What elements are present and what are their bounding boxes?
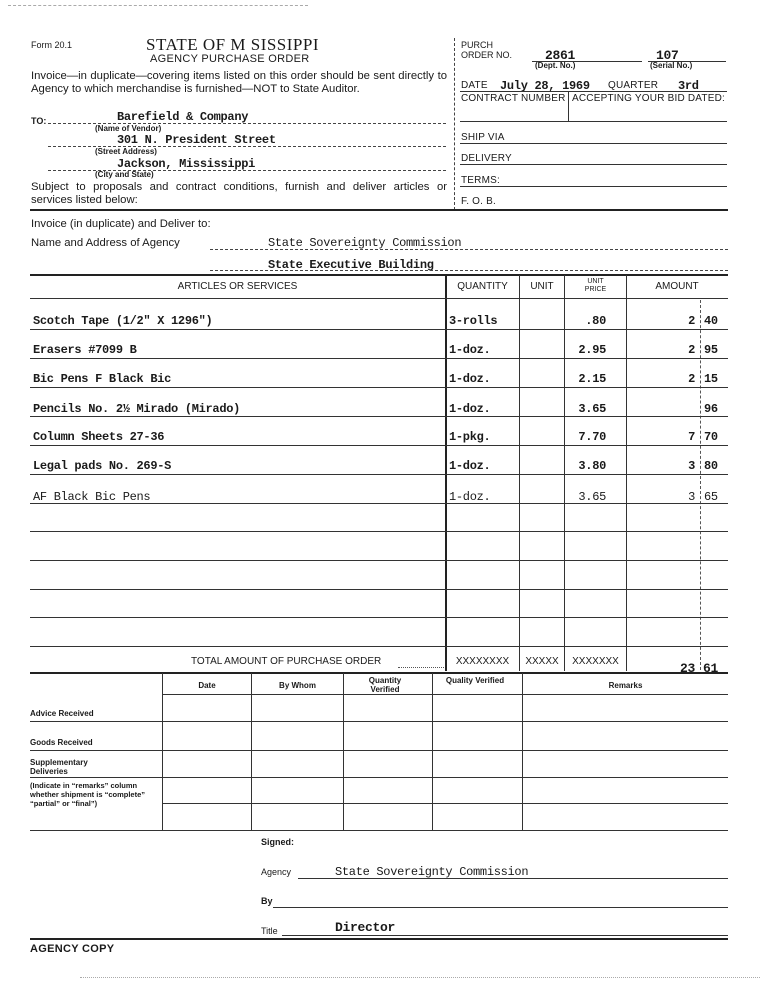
item-cents[interactable]: 65	[704, 490, 718, 504]
header-divider	[454, 38, 455, 210]
recv-header-by-whom: By Whom	[279, 681, 316, 690]
accepting-bid-label: ACCEPTING YOUR BID DATED:	[572, 93, 725, 104]
vendor-city-caption: (City and State)	[95, 170, 154, 179]
total-dollars[interactable]: 23	[679, 661, 695, 676]
terms-line	[460, 186, 727, 187]
contract-number-label: CONTRACT NUMBER	[461, 93, 566, 104]
vendor-city[interactable]: Jackson, Mississippi	[117, 157, 256, 171]
item-unit-price[interactable]: 7.70	[578, 430, 606, 444]
recv-header-line	[162, 694, 728, 695]
agency-address-value[interactable]: State Executive Building	[268, 258, 434, 272]
header-unit-price-line2: PRICE	[584, 286, 607, 293]
sig-agency-line	[298, 878, 728, 879]
recv-row-supplementary-deliveries: Supplementary Deliveries	[30, 758, 88, 776]
header-quantity: QUANTITY	[457, 281, 508, 292]
date-label: DATE	[461, 80, 488, 91]
item-article[interactable]: AF Black Bic Pens	[33, 490, 151, 504]
item-article[interactable]: Bic Pens F Black Bic	[33, 372, 172, 386]
item-dollars[interactable]: 2	[688, 314, 695, 328]
col-divider-articles	[445, 275, 447, 671]
item-cents[interactable]: 70	[704, 430, 718, 444]
perforation-line	[80, 977, 760, 978]
recv-col-line	[162, 673, 163, 830]
fob-label: F. O. B.	[461, 196, 496, 207]
item-article[interactable]: Legal pads No. 269-S	[33, 459, 172, 473]
item-quantity[interactable]: 1-doz.	[449, 459, 491, 473]
row-line	[30, 445, 728, 446]
recv-header-date: Date	[198, 681, 216, 690]
sig-title-label: Title	[261, 926, 278, 936]
recv-row-line	[30, 777, 728, 778]
po-label-line1: PURCH	[461, 40, 494, 50]
vendor-street-caption: (Street Address)	[95, 147, 157, 156]
total-price-fill: XXXXXXX	[572, 656, 619, 667]
header-amount: AMOUNT	[655, 281, 699, 292]
row-line	[30, 416, 728, 417]
sig-agency-label: Agency	[261, 867, 292, 877]
item-dollars[interactable]: 3	[688, 490, 695, 504]
row-line	[30, 617, 728, 618]
row-line	[30, 387, 728, 388]
recv-col-line	[432, 673, 433, 830]
item-article[interactable]: Erasers #7099 B	[33, 343, 137, 357]
total-quantity-fill: XXXXXXXX	[455, 656, 510, 667]
contract-line	[460, 121, 727, 122]
recv-row-line	[30, 750, 728, 751]
vendor-name[interactable]: Barefield & Company	[117, 110, 249, 124]
delivery-label: DELIVERY	[461, 153, 512, 164]
recv-row-goods-received: Goods Received	[30, 738, 93, 747]
signed-label: Signed:	[261, 837, 294, 847]
sig-by-line	[273, 907, 728, 908]
recv-col-line	[343, 673, 344, 830]
agency-copy-label: AGENCY COPY	[30, 943, 115, 955]
to-label: TO:	[31, 116, 47, 126]
recv-row-line	[30, 830, 728, 831]
recv-header-quality-verified: Quality Verified	[445, 676, 505, 685]
item-unit-price[interactable]: 2.95	[578, 343, 606, 357]
item-dollars[interactable]: 2	[688, 343, 695, 357]
vendor-name-caption: (Name of Vendor)	[95, 124, 162, 133]
dept-no-caption: (Dept. No.)	[535, 61, 576, 70]
po-label	[461, 40, 512, 60]
item-dollars[interactable]: 3	[688, 459, 695, 473]
contract-divider	[568, 92, 569, 122]
total-cents[interactable]: 61	[703, 661, 719, 676]
header-unit-price-line1: UNIT	[587, 278, 604, 285]
vendor-street[interactable]: 301 N. President Street	[117, 133, 276, 147]
form-title: AGENCY PURCHASE ORDER	[150, 53, 310, 65]
dept-no[interactable]: 2861	[545, 48, 576, 63]
item-quantity[interactable]: 1-doz.	[449, 490, 491, 504]
sig-title-value[interactable]: Director	[335, 920, 396, 935]
header-unit: UNIT	[530, 281, 554, 292]
total-unit-fill: XXXXX	[525, 656, 559, 667]
quarter-label: QUARTER	[608, 80, 659, 91]
agency-name-label: Name and Address of Agency	[31, 237, 180, 249]
item-unit-price[interactable]: 3.65	[578, 402, 606, 416]
col-divider-unit	[564, 275, 565, 671]
row-line	[30, 646, 728, 647]
row-line	[30, 560, 728, 561]
recv-col-line	[251, 673, 252, 830]
header-unit-price	[565, 278, 626, 294]
item-quantity[interactable]: 1-pkg.	[449, 430, 491, 444]
row-line	[30, 589, 728, 590]
header-articles: ARTICLES OR SERVICES	[177, 281, 298, 292]
quarter-value[interactable]: 3rd	[678, 79, 699, 93]
item-cents[interactable]: 95	[704, 343, 718, 357]
agency-address-line	[210, 270, 728, 271]
scan-artifact	[8, 5, 308, 6]
items-table-top	[30, 274, 728, 276]
item-dollars[interactable]: 2	[688, 372, 695, 386]
item-unit-price[interactable]: .80	[585, 314, 606, 328]
item-cents[interactable]: 15	[704, 372, 718, 386]
item-quantity[interactable]: 1-doz.	[449, 402, 491, 416]
item-dollars[interactable]: 7	[688, 430, 695, 444]
recv-col-line	[522, 673, 523, 830]
row-line	[30, 358, 728, 359]
deliver-intro: Invoice (in duplicate) and Deliver to:	[31, 218, 211, 230]
sig-title-line	[282, 935, 728, 936]
item-article[interactable]: Column Sheets 27-36	[33, 430, 165, 444]
item-unit-price[interactable]: 3.80	[578, 459, 606, 473]
row-line	[30, 474, 728, 475]
item-unit-price[interactable]: 3.65	[578, 490, 606, 504]
item-cents[interactable]: 80	[704, 459, 718, 473]
sig-by-label: By	[261, 896, 273, 906]
recv-row-advice-received: Advice Received	[30, 709, 94, 718]
state-title: STATE OF M SISSIPPI	[146, 35, 319, 54]
recv-row-line	[162, 803, 728, 804]
row-line	[30, 531, 728, 532]
items-header-line	[30, 298, 728, 299]
ship-via-label: SHIP VIA	[461, 132, 505, 143]
item-cents[interactable]: 96	[704, 402, 718, 416]
item-quantity[interactable]: 1-doz.	[449, 343, 491, 357]
date-value[interactable]: July 28, 1969	[500, 79, 590, 93]
serial-no[interactable]: 107	[656, 48, 679, 63]
recv-row-instruction: (Indicate in “remarks” column whether shipment is “complete” “partial” or “final”)	[30, 781, 146, 808]
items-table-bottom	[30, 672, 728, 674]
item-quantity[interactable]: 3-rolls	[449, 314, 498, 328]
item-cents[interactable]: 40	[704, 314, 718, 328]
total-leader-dots	[398, 667, 444, 668]
item-article[interactable]: Pencils No. 2½ Mirado (Mirado)	[33, 402, 241, 416]
item-quantity[interactable]: 1-doz.	[449, 372, 491, 386]
col-divider-cents	[700, 300, 701, 670]
agency-name-value[interactable]: State Sovereignty Commission	[268, 236, 462, 250]
col-divider-quantity	[519, 275, 520, 671]
delivery-line	[460, 164, 727, 165]
recv-header-quantity-verified: Quantity Verified	[368, 676, 402, 694]
terms-label: TERMS:	[461, 175, 500, 186]
po-label-line2: ORDER NO.	[461, 50, 513, 60]
invoice-instruction: Invoice—in duplicate—covering items listed on this order should be sent directly to Agency to which merchandise is furnished—NOT to State Auditor.	[31, 70, 447, 95]
subject-text: Subject to proposals and contract conditions, furnish and deliver articles or services listed below:	[31, 181, 447, 206]
item-unit-price[interactable]: 2.15	[578, 372, 606, 386]
form-number: Form 20.1	[31, 40, 73, 50]
total-label: TOTAL AMOUNT OF PURCHASE ORDER	[191, 656, 382, 667]
ship-via-line	[460, 143, 727, 144]
col-divider-price	[626, 275, 627, 671]
item-article[interactable]: Scotch Tape (1/2" X 1296")	[33, 314, 213, 328]
sig-agency-value[interactable]: State Sovereignty Commission	[335, 865, 529, 879]
bottom-rule	[30, 938, 728, 940]
section-rule-top	[30, 209, 728, 211]
recv-header-remarks: Remarks	[608, 681, 643, 690]
date-line	[460, 91, 727, 92]
recv-row-line	[30, 721, 728, 722]
serial-no-caption: (Serial No.)	[650, 61, 693, 70]
row-line	[30, 329, 728, 330]
